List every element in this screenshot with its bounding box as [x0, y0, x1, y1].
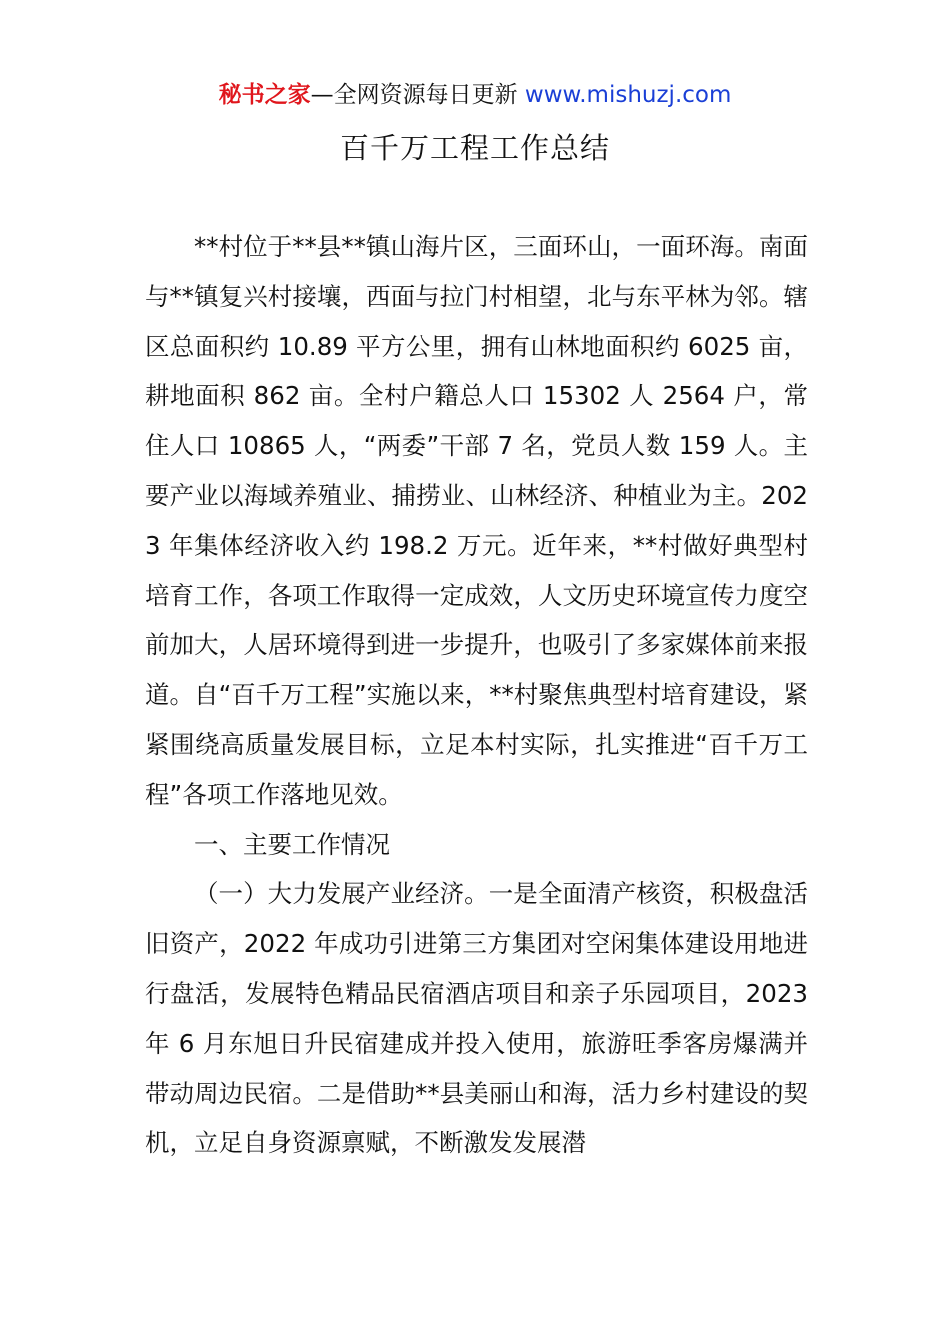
site-url-link[interactable]: www.mishuzj.com: [524, 82, 732, 108]
paragraph-village-overview: **村位于**县**镇山海片区，三面环山，一面环海。南面与**镇复兴村接壤，西面与拉门村相望，北与东平林为邻。辖区总面积约 10.89 平方公里，拥有山林地面积约 6025 亩，耕地面积 862 亩。全村户籍总人口 15302 人 2564 户，常住人口 10865 人，“两委”干部 7 名，党员人数 159 人。主要产业以海域养殖业、捕捞业、山林经济、种植业为主。2023 年集体经济收入约 198.2 万元。近年来，**村做好典型村培育工作，各项工作取得一定成效，人文历史环境宣传力度空前加大，人居环境得到进一步提升，也吸引了多家媒体前来报道。自“百千万工程”实施以来，**村聚焦典型村培育建设，紧紧围绕高质量发展目标，立足本村实际，扎实推进“百千万工程”各项工作落地见效。: [145, 232, 808, 809]
site-tagline: —全网资源每日更新: [310, 82, 525, 108]
site-brand: 秘书之家: [218, 82, 311, 108]
paragraph-industry-economy: （一）大力发展产业经济。一是全面清产核资，积极盘活旧资产，2022 年成功引进第三方集团对空闲集体建设用地进行盘活，发展特色精品民宿酒店项目和亲子乐园项目，2023 年 6 月东旭日升民宿建成并投入使用，旅游旺季客房爆满并带动周边民宿。二是借助**县美丽山和海，活力乡村建设的契机，立足自身资源禀赋，不断激发发展潜: [145, 879, 808, 1158]
site-header: [0, 78, 950, 112]
document-body: [145, 222, 808, 1168]
document-title: 百千万工程工作总结: [339, 131, 610, 165]
section-heading-main-work: 一、主要工作情况: [194, 829, 390, 859]
